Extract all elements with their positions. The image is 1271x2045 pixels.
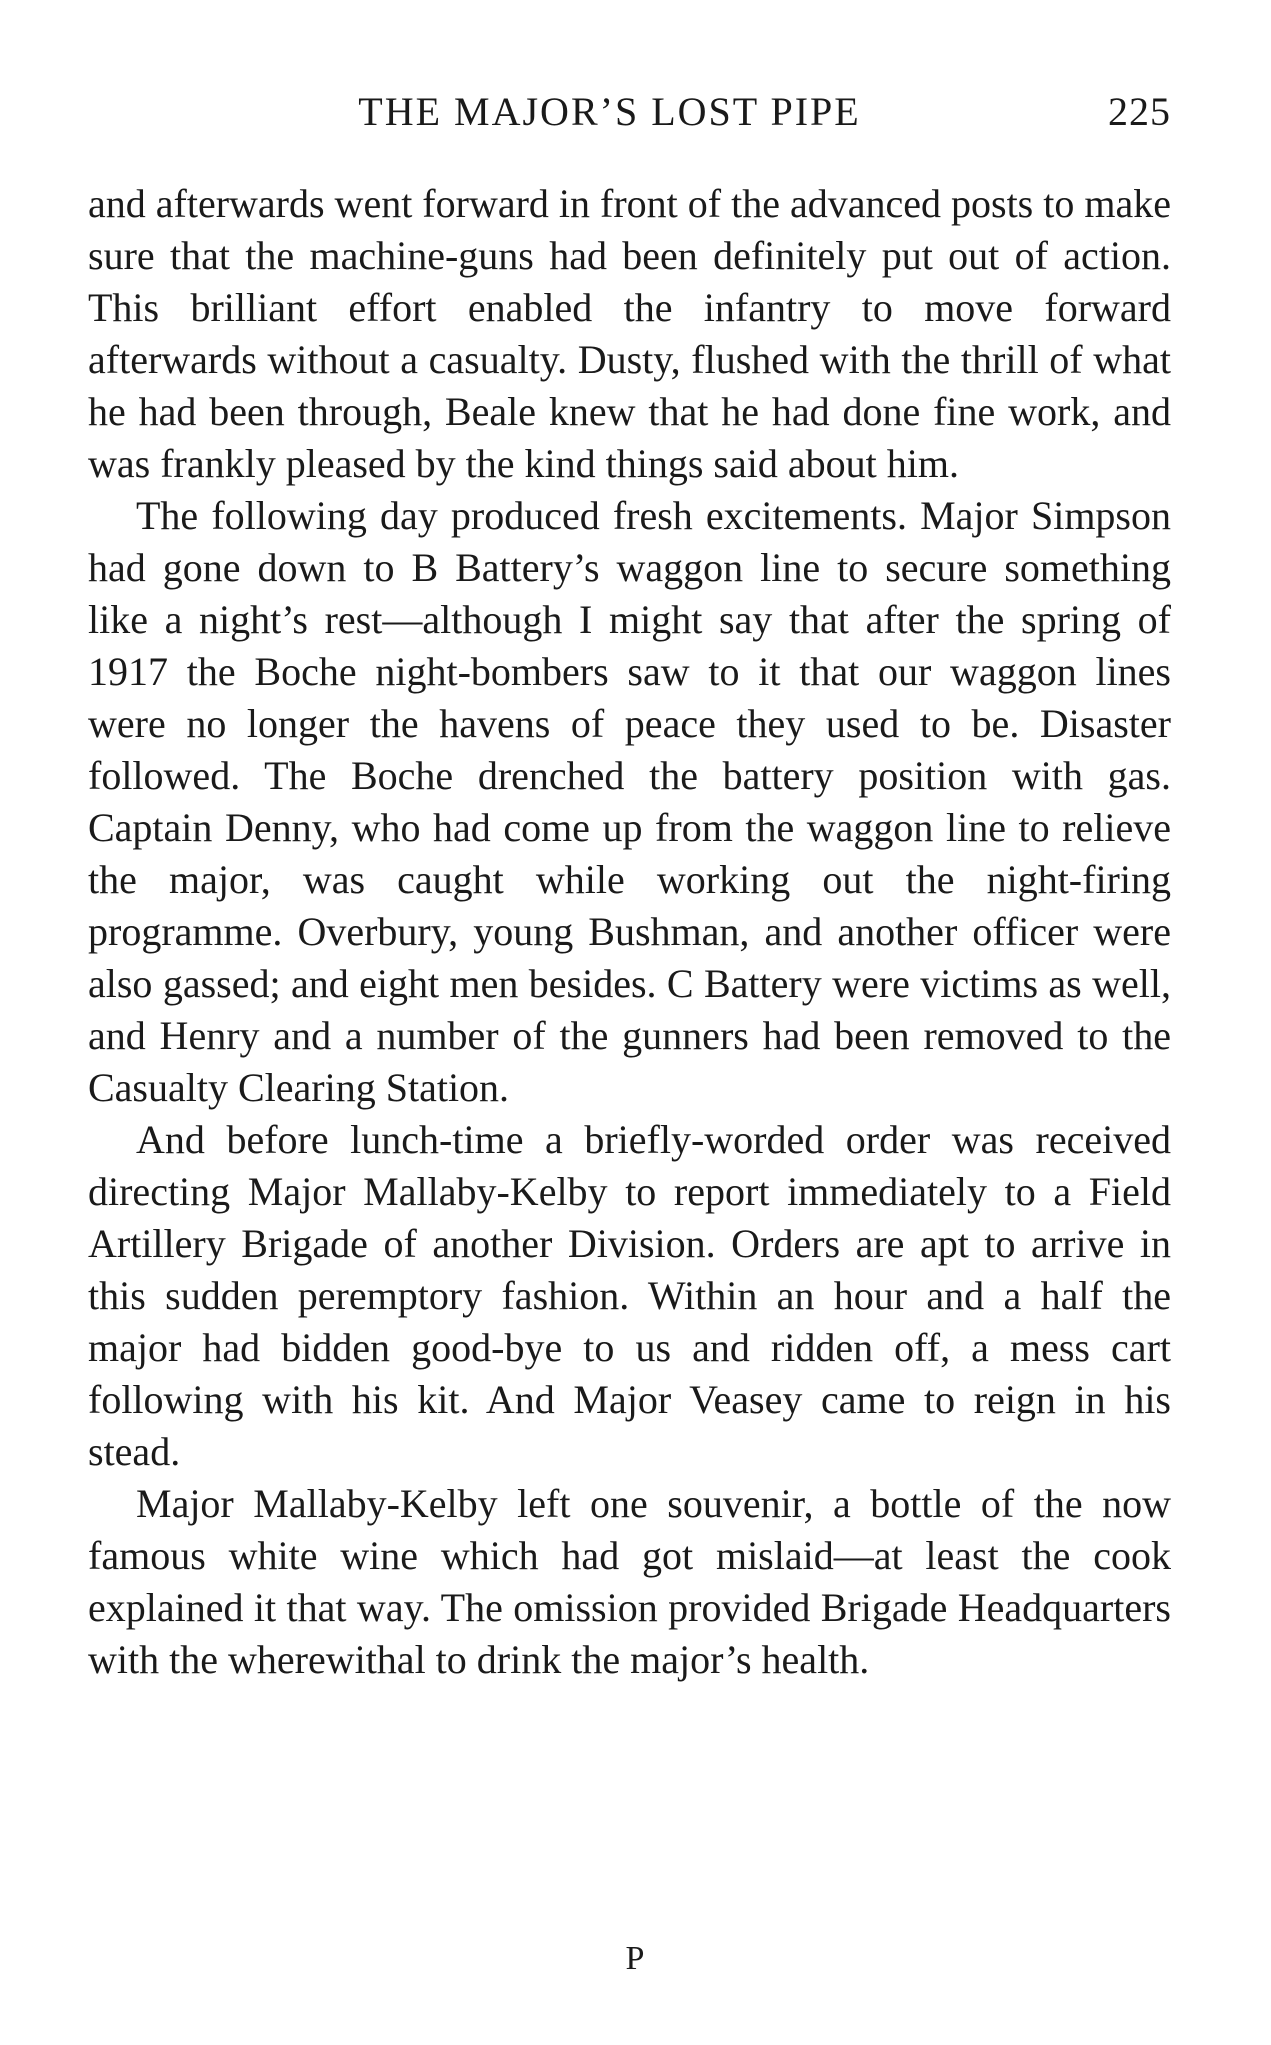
- paragraph-1: and afterwards went forward in front of the advanced posts to make sure that the machine-guns had been definitely put out of action. This brilliant effort enabled the infantry to move forward afterwards without a casualty. Dusty, flushed with the thrill of what he had been through, Beale knew that he had done fine work, and was frankly pleased by the kind things said about him.: [88, 181, 1171, 486]
- running-head: [88, 88, 1171, 136]
- body-text: [88, 178, 1171, 1686]
- paragraph-2: The following day produced fresh excitements. Major Simpson had gone down to B Battery’s waggon line to secure something like a night’s rest—although I might say that after the spring of 1917 the Boche night-bombers saw to it that our waggon lines were no longer the havens of peace they used to be. Disaster followed. The Boche drenched the battery position with gas. Captain Denny, who had come up from the waggon line to relieve the major, was caught while working out the night-firing programme. Overbury, young Bushman, and another officer were also gassed; and eight men besides. C Battery were victims as well, and Henry and a number of the gunners had been removed to the Casualty Clearing Station.: [88, 493, 1171, 1110]
- paragraph-3: And before lunch-time a briefly-worded order was received directing Major Mallaby-Kelby to report immediately to a Field Artillery Brigade of another Division. Orders are apt to arrive in this sudden peremptory fashion. Within an hour and a half the major had bidden good-bye to us and ridden off, a mess cart following with his kit. And Major Veasey came to reign in his stead.: [88, 1117, 1171, 1474]
- paragraph-4: Major Mallaby-Kelby left one souvenir, a bottle of the now famous white wine which had got mislaid—at least the cook explained it that way. The omission provided Brigade Headquarters with the wherewithal to drink the major’s health.: [88, 1481, 1171, 1682]
- page-number: 225: [1108, 89, 1171, 134]
- running-title: THE MAJOR’S LOST PIPE: [358, 89, 861, 134]
- signature-mark: P: [625, 1940, 646, 1977]
